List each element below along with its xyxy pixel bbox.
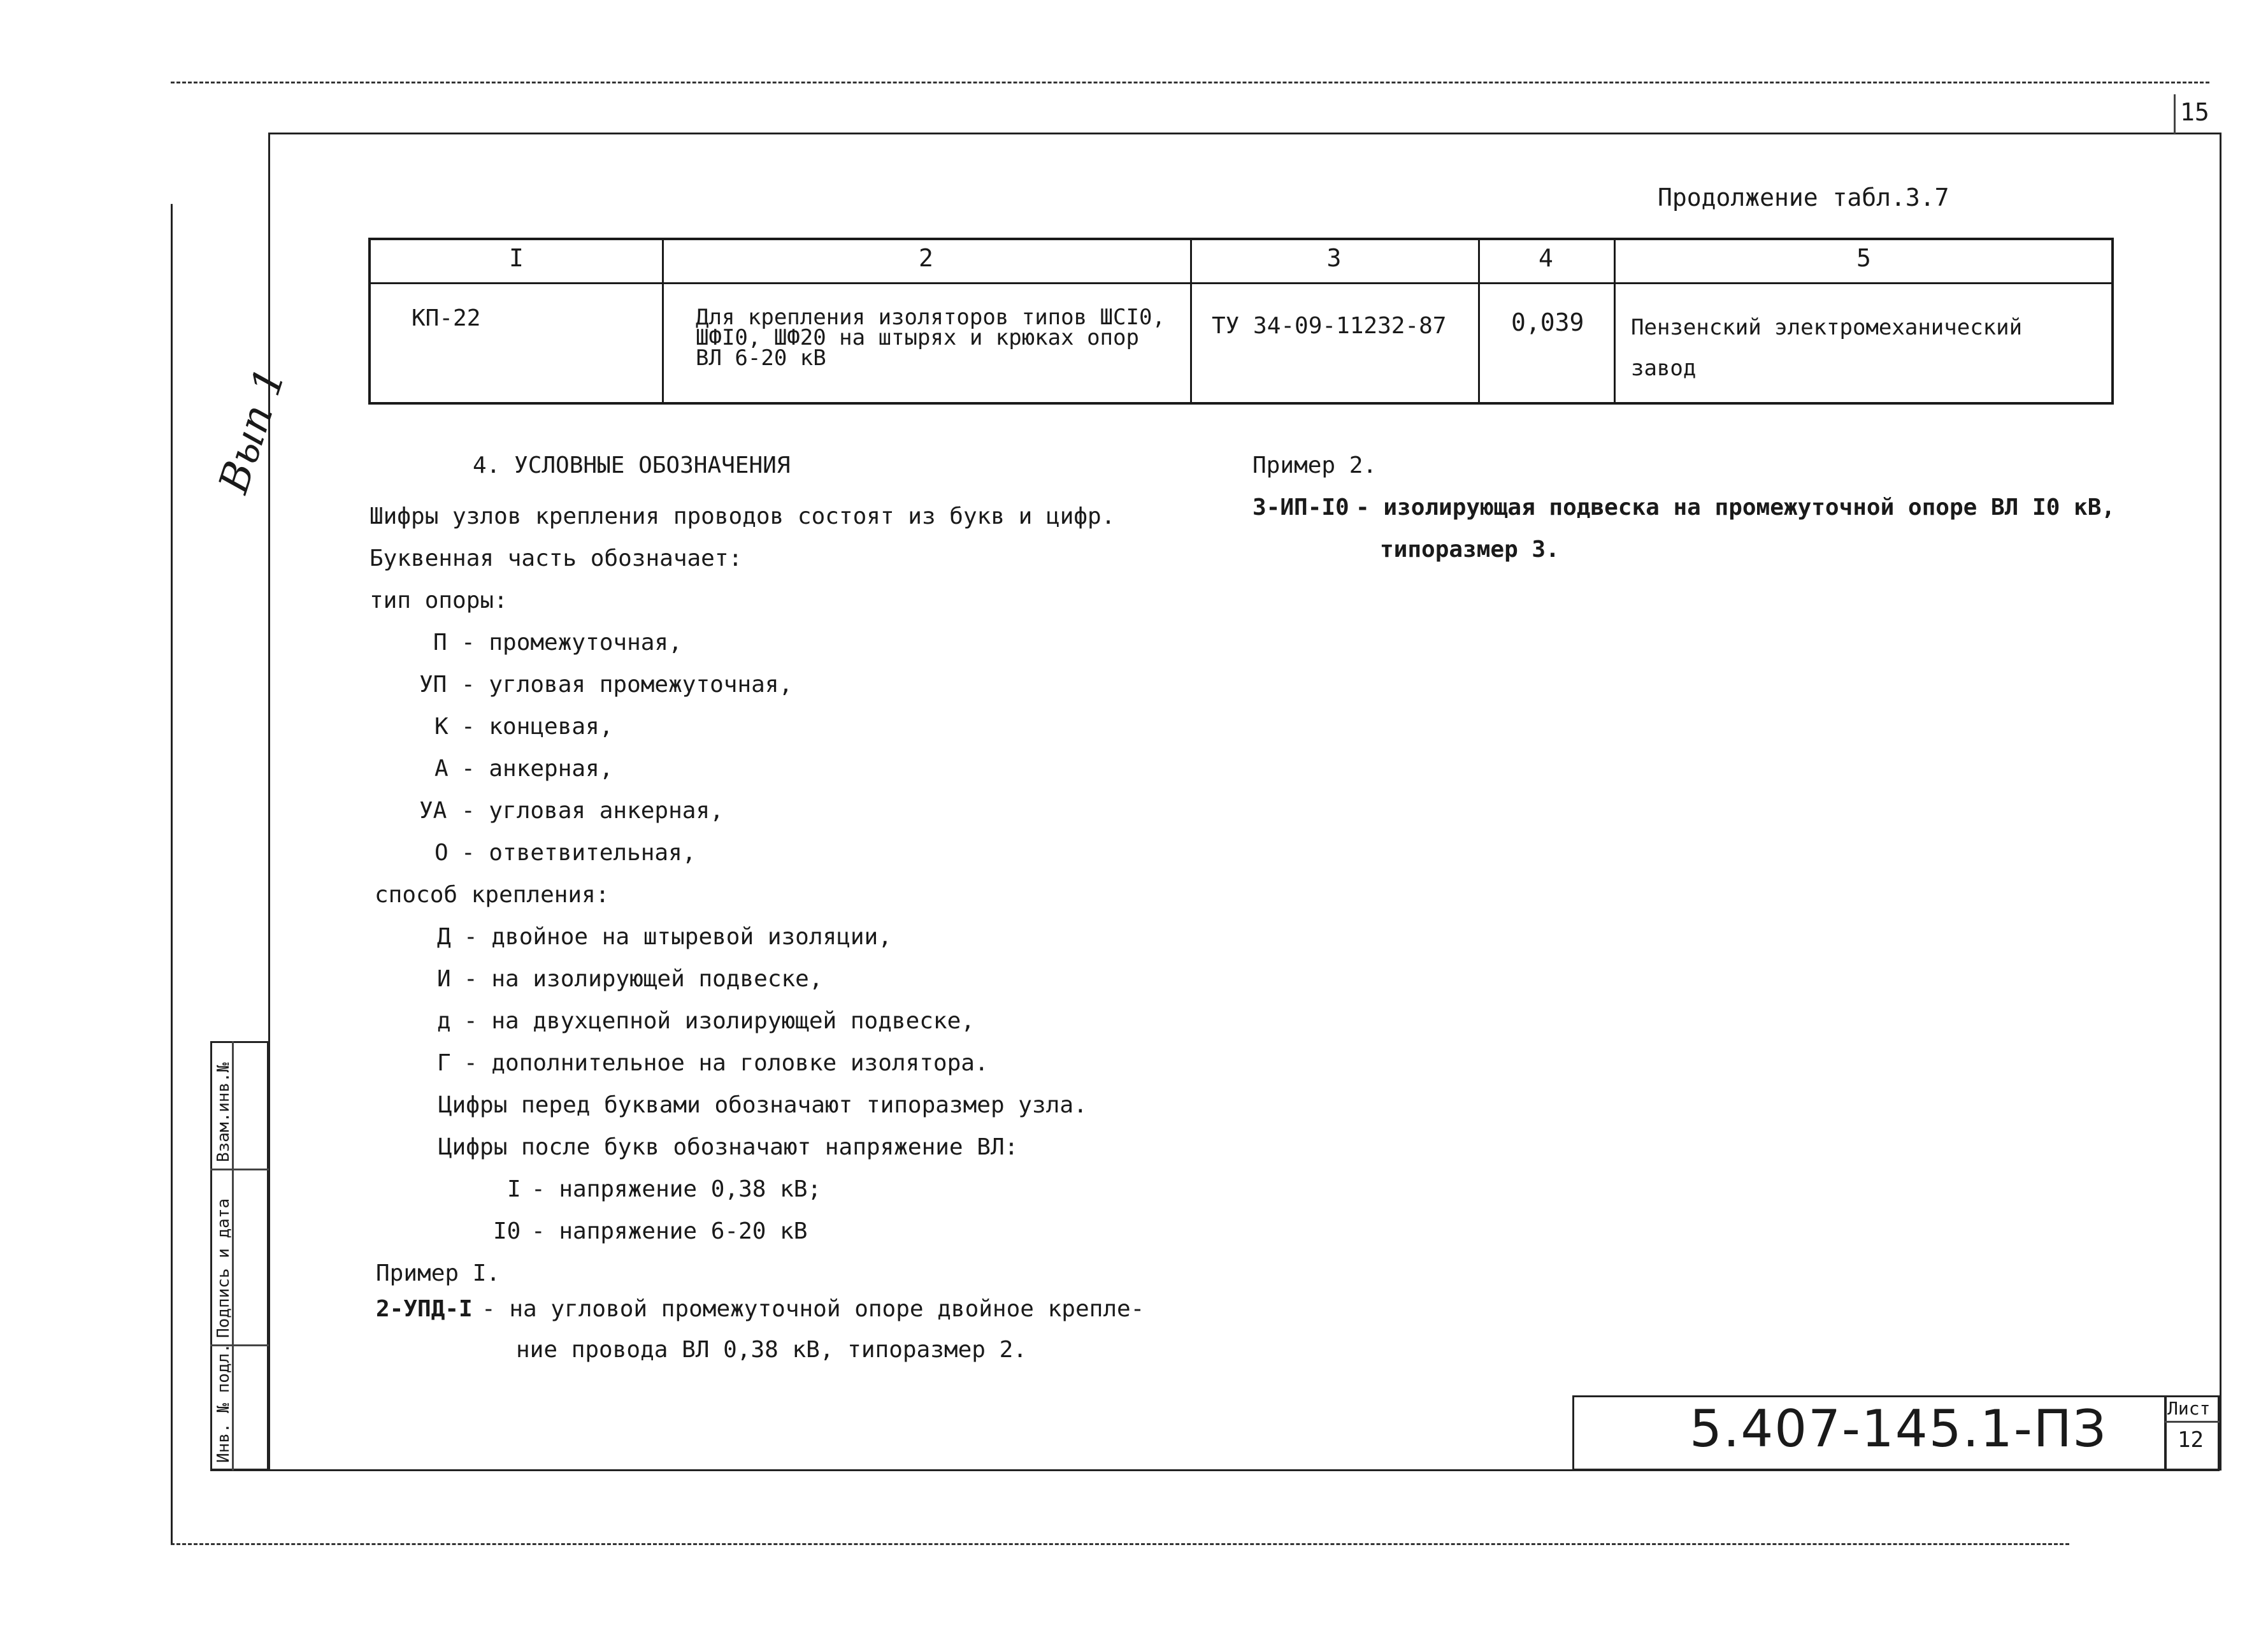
support-type-code: К: [434, 714, 449, 740]
section-intro: Шифры узлов крепления проводов состоят из букв и цифр.: [370, 503, 1116, 529]
left-cut-line: [171, 204, 173, 1544]
support-type-text: - концевая,: [461, 714, 614, 740]
support-type-code: А: [434, 756, 449, 782]
example-1-line-2: ние провода ВЛ 0,38 кВ, типоразмер 2.: [516, 1337, 1027, 1363]
header-col-3: 3: [1326, 244, 1342, 272]
example-2-line-1: - изолирующая подвеска на промежуточной опоре ВЛ I0 кВ,: [1356, 494, 2116, 521]
frame-right: [2220, 133, 2221, 1471]
handwritten-revision-note: Вып 1: [210, 362, 295, 499]
fixing-text: - на изолирующей подвеске,: [464, 966, 823, 992]
support-type-code: УП: [419, 672, 447, 698]
example-2-code: 3-ИП-I0: [1252, 494, 1349, 521]
page-number: 15: [2180, 98, 2209, 126]
table-caption: Продолжение табл.3.7: [1658, 183, 1949, 212]
fixing-code: Д: [437, 924, 451, 950]
bottom-cut-line: [171, 1543, 2069, 1545]
support-type-text: - угловая анкерная,: [461, 798, 724, 824]
top-cut-line: [171, 82, 2209, 83]
cell-mass: 0,039: [1511, 308, 1584, 336]
sheet-number: 12: [2178, 1427, 2204, 1453]
header-col-4: 4: [1539, 244, 1553, 272]
sheet-box-divider: [2165, 1421, 2220, 1423]
section-title: 4. УСЛОВНЫЕ ОБОЗНАЧЕНИЯ: [473, 452, 791, 478]
support-type-code: УА: [419, 798, 447, 824]
page-number-box: [2174, 94, 2176, 134]
header-separator: [371, 282, 2111, 284]
fixing-code: д: [437, 1008, 451, 1034]
cell-description-line-2: ШФI0, ШФ20 на штырях и крюках опор: [696, 325, 1139, 350]
cell-description-line-1: Для крепления изоляторов типов ШСI0,: [696, 305, 1165, 330]
support-type-text: - ответвительная,: [461, 840, 696, 866]
voltage-text: - напряжение 0,38 кВ;: [531, 1176, 822, 1202]
support-type-code: П: [433, 630, 447, 656]
voltage-code: I: [507, 1176, 521, 1202]
header-col-1: I: [509, 244, 524, 272]
sheet-label: Лист: [2167, 1398, 2211, 1419]
digits-before-text: Цифры перед буквами обозначают типоразмер узла.: [438, 1092, 1087, 1118]
voltage-code: I0: [493, 1218, 521, 1244]
example-1-code: 2-УПД-I: [376, 1296, 473, 1322]
frame-top: [268, 133, 2220, 134]
example-1-title: Пример I.: [376, 1260, 501, 1286]
fixing-code: Г: [437, 1050, 451, 1076]
cell-manufacturer-line-2: завод: [1631, 356, 1697, 381]
cell-manufacturer-line-1: Пензенский электромеханический: [1631, 315, 2023, 340]
cell-description-line-3: ВЛ 6-20 кВ: [696, 345, 826, 371]
continuation-table: [368, 238, 2114, 405]
digits-after-text: Цифры после букв обозначают напряжение ВЛ:: [438, 1134, 1019, 1160]
header-col-5: 5: [1856, 244, 1871, 272]
voltage-text: - напряжение 6-20 кВ: [531, 1218, 808, 1244]
example-2-line-2: типоразмер 3.: [1380, 536, 1560, 563]
side-stamp-signature-label: Подпись и дата: [214, 1198, 233, 1338]
fixing-text: - на двухцепной изолирующей подвеске,: [464, 1008, 975, 1034]
side-stamp-replace-label: Взам.инв.№: [214, 1062, 233, 1162]
support-type-text: - анкерная,: [461, 756, 614, 782]
example-1-line-1: - на угловой промежуточной опоре двойное крепле-: [482, 1296, 1145, 1322]
fixing-text: - дополнительное на головке изолятора.: [464, 1050, 989, 1076]
fixing-label: способ крепления:: [375, 882, 610, 908]
support-type-text: - промежуточная,: [461, 630, 682, 656]
fixing-text: - двойное на штыревой изоляции,: [464, 924, 892, 950]
support-type-code: О: [434, 840, 449, 866]
document-code: 5.407-145.1-ПЗ: [1690, 1399, 2107, 1458]
example-2-title: Пример 2.: [1252, 452, 1377, 478]
fixing-code: И: [437, 966, 451, 992]
cell-standard: ТУ 34-09-11232-87: [1212, 313, 1447, 339]
support-type-text: - угловая промежуточная,: [461, 672, 793, 698]
header-col-2: 2: [919, 244, 933, 272]
support-type-label: тип опоры:: [370, 587, 508, 614]
letter-part-label: Буквенная часть обозначает:: [370, 545, 743, 572]
cell-code: КП-22: [412, 305, 481, 331]
side-stamp-inventory-label: Инв. № подл.: [214, 1343, 233, 1463]
side-stamp-divider: [210, 1169, 269, 1170]
